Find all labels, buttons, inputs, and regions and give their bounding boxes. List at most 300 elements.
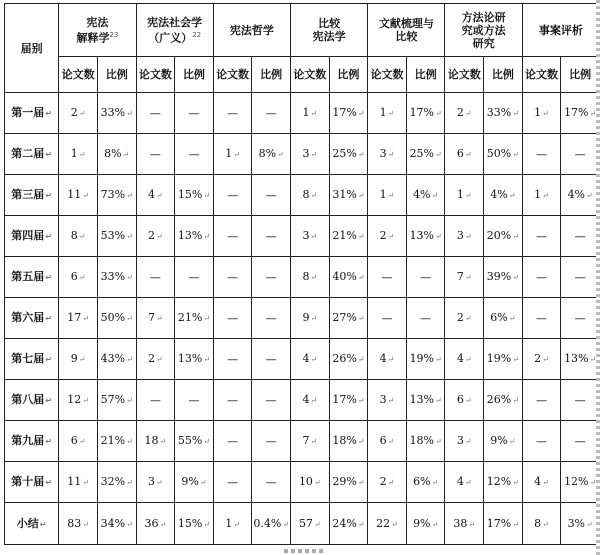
paragraph-mark: ↵ (155, 355, 163, 364)
count-cell (445, 93, 484, 134)
count-cell (59, 93, 98, 134)
count-header-text: 论文数 (216, 68, 250, 81)
count-value: 2 (456, 311, 464, 324)
ratio-value: 55% (177, 434, 203, 447)
ratio-header-cell (329, 57, 368, 93)
table-row (5, 175, 600, 216)
paragraph-mark: ↵ (45, 437, 52, 446)
ratio-value: 26% (486, 393, 512, 406)
ratio-value: 34% (100, 516, 126, 530)
count-cell (291, 134, 330, 175)
count-cell (213, 93, 252, 134)
ratio-value: — (265, 106, 277, 120)
paragraph-mark: ↵ (512, 273, 519, 282)
paragraph-mark: ↵ (78, 109, 86, 118)
paragraph-mark: ↵ (45, 273, 52, 282)
document-page (4, 3, 600, 545)
ratio-value: 17% (409, 106, 435, 119)
ratio-cell (484, 298, 523, 339)
paragraph-mark: ↵ (464, 109, 472, 118)
ratio-cell (97, 93, 136, 134)
count-value: 8 (302, 270, 310, 283)
paragraph-mark: ↵ (431, 478, 439, 487)
paragraph-mark: ↵ (233, 519, 240, 529)
ratio-value: 40% (332, 270, 357, 283)
ratio-value: — (420, 311, 432, 325)
row-label-text: 第四届 (11, 229, 45, 242)
ratio-cell (561, 216, 600, 257)
ratio-value: 13% (564, 352, 589, 365)
ratio-cell (561, 175, 600, 216)
ratio-cell (329, 462, 368, 503)
paragraph-mark: ↵ (78, 355, 86, 364)
count-value: 2 (70, 106, 78, 119)
ratio-value: 13% (409, 229, 435, 242)
ratio-value: 13% (177, 352, 203, 365)
count-cell (445, 339, 484, 380)
count-value: 6 (379, 434, 387, 447)
row-label-cell (5, 175, 59, 216)
ratio-cell (406, 462, 445, 503)
paragraph-mark: ↵ (387, 478, 395, 487)
ratio-cell (329, 298, 368, 339)
paragraph-mark: ↵ (126, 191, 133, 200)
count-value: — (536, 270, 547, 284)
paragraph-mark: ↵ (431, 191, 439, 200)
count-cell (522, 462, 561, 503)
category-header-cell (291, 4, 368, 57)
table-row (5, 421, 600, 462)
paragraph-mark: ↵ (126, 232, 133, 241)
count-value: 2 (147, 352, 155, 365)
ratio-cell (484, 216, 523, 257)
row-label-cell (5, 216, 59, 257)
row-label-cell (5, 339, 59, 380)
paragraph-mark: ↵ (310, 109, 318, 118)
count-value: 4 (534, 475, 542, 488)
count-value: 3 (302, 147, 310, 160)
count-value: 6 (70, 270, 78, 283)
count-header-cell (522, 57, 561, 93)
ratio-value: 9% (181, 475, 199, 488)
paragraph-mark: ↵ (586, 519, 593, 529)
paragraph-mark: ↵ (586, 191, 593, 200)
paragraph-mark: ↵ (357, 437, 365, 446)
paragraph-mark: ↵ (387, 232, 395, 241)
paragraph-mark: ↵ (357, 232, 365, 241)
ratio-cell (175, 175, 214, 216)
row-label-text: 第三届 (11, 188, 45, 201)
paragraph-mark: ↵ (310, 314, 318, 323)
ratio-value: 17% (332, 393, 357, 406)
paragraph-mark: ↵ (126, 109, 133, 118)
ratio-cell (406, 134, 445, 175)
paragraph-mark: ↵ (45, 150, 52, 159)
count-value: 6 (456, 147, 464, 160)
ratio-header-text: 比例 (491, 68, 514, 81)
statistics-table (4, 3, 600, 545)
paragraph-mark: ↵ (310, 273, 318, 282)
paragraph-mark: ↵ (45, 355, 52, 364)
count-value: 2 (379, 229, 387, 242)
category-header-cell (445, 4, 522, 57)
ratio-value: 3% (567, 516, 586, 530)
count-cell (59, 380, 98, 421)
count-value: — (227, 352, 239, 366)
ratio-value: 4% (490, 188, 508, 201)
ratio-cell (175, 503, 214, 545)
ratio-cell (97, 175, 136, 216)
ratio-header-cell (406, 57, 445, 93)
ratio-value: — (574, 393, 586, 407)
category-header-text: 文献梳理与 (378, 17, 434, 30)
count-header-cell (291, 57, 330, 93)
count-cell (291, 503, 330, 545)
ratio-value: 20% (486, 229, 512, 242)
count-cell (59, 503, 98, 545)
paragraph-mark: ↵ (357, 109, 365, 118)
paragraph-mark: ↵ (357, 273, 365, 282)
category-header-text: 解释学$^{23}$ (76, 30, 119, 45)
ratio-cell (252, 421, 291, 462)
ratio-cell (97, 380, 136, 421)
paragraph-mark: ↵ (468, 519, 476, 529)
ratio-cell (175, 216, 214, 257)
paragraph-mark: ↵ (45, 396, 52, 405)
ratio-value: 73% (100, 188, 126, 201)
count-value: 12 (67, 393, 82, 406)
paragraph-mark: ↵ (233, 150, 240, 159)
corner-header-text: 届别 (20, 41, 43, 55)
table-row (5, 134, 600, 175)
ratio-cell (484, 421, 523, 462)
count-header-cell (368, 57, 407, 93)
count-cell (291, 298, 330, 339)
count-value: 11 (67, 188, 82, 201)
count-value: — (227, 229, 239, 243)
paragraph-mark: ↵ (45, 478, 52, 487)
count-header-text: 论文数 (138, 68, 172, 81)
paragraph-mark: ↵ (126, 273, 133, 282)
count-cell (291, 421, 330, 462)
count-cell (213, 380, 252, 421)
ratio-cell (97, 134, 136, 175)
category-header-text: 比较 (318, 17, 341, 30)
count-value: 3 (456, 229, 464, 242)
ratio-value: 4% (567, 188, 586, 201)
paragraph-mark: ↵ (464, 273, 472, 282)
paragraph-mark: ↵ (82, 314, 89, 323)
paragraph-mark: ↵ (357, 150, 365, 159)
paragraph-mark: ↵ (357, 519, 365, 529)
count-cell (445, 175, 484, 216)
count-header-text: 论文数 (61, 68, 95, 81)
count-header-text: 论文数 (525, 68, 558, 81)
count-header-cell (59, 57, 98, 93)
paragraph-mark: ↵ (126, 355, 133, 364)
ratio-cell (175, 257, 214, 298)
paragraph-mark: ↵ (357, 191, 365, 200)
count-value: 4 (379, 352, 387, 365)
ratio-cell (406, 380, 445, 421)
ratio-value: 32% (100, 475, 126, 488)
count-header-cell (136, 57, 175, 93)
ratio-value: 13% (177, 229, 203, 242)
count-value: — (227, 270, 239, 284)
ratio-cell (97, 257, 136, 298)
count-header-cell (213, 57, 252, 93)
ratio-cell (406, 216, 445, 257)
ratio-value: — (265, 352, 277, 366)
ratio-value: 9% (413, 516, 431, 530)
count-value: 1 (379, 106, 387, 119)
paragraph-mark: ↵ (589, 355, 597, 364)
row-label-cell (5, 380, 59, 421)
ratio-cell (329, 257, 368, 298)
count-cell (522, 380, 561, 421)
count-cell (445, 134, 484, 175)
count-value: 10 (298, 475, 313, 488)
ratio-value: 31% (332, 188, 357, 201)
paragraph-mark: ↵ (391, 519, 398, 529)
ratio-value: — (188, 147, 200, 161)
count-value: 1 (70, 147, 78, 160)
row-label-text: 第八届 (11, 393, 45, 406)
ratio-cell (252, 257, 291, 298)
count-cell (59, 298, 98, 339)
count-header-cell (445, 57, 484, 93)
paragraph-mark: ↵ (464, 396, 472, 405)
category-header-text: 事案评析 (538, 23, 583, 37)
count-cell (213, 175, 252, 216)
ratio-value: — (188, 393, 200, 407)
paragraph-mark: ↵ (203, 355, 211, 364)
ratio-cell (252, 339, 291, 380)
paragraph-mark: ↵ (310, 355, 318, 364)
count-value: 2 (147, 229, 155, 242)
paragraph-mark: ↵ (542, 109, 549, 118)
ratio-header-text: 比例 (414, 68, 437, 81)
paragraph-mark: ↵ (435, 150, 442, 159)
footnote-ref: 23 (109, 30, 119, 39)
ratio-header-text: 比例 (337, 68, 360, 81)
ratio-value: 12% (564, 475, 589, 488)
ratio-header-cell (175, 57, 214, 93)
ratio-cell (175, 421, 214, 462)
ratio-cell (561, 462, 600, 503)
paragraph-mark: ↵ (122, 150, 130, 159)
ratio-value: 50% (100, 311, 126, 324)
count-value: 3 (379, 393, 387, 406)
count-value: 3 (456, 434, 464, 447)
ratio-cell (484, 339, 523, 380)
ratio-value: — (265, 229, 277, 243)
ratio-cell (175, 380, 214, 421)
paragraph-mark: ↵ (542, 478, 549, 487)
ratio-cell (406, 339, 445, 380)
count-cell (522, 175, 561, 216)
paragraph-mark: ↵ (310, 437, 318, 446)
count-cell (368, 421, 407, 462)
paragraph-mark: ↵ (508, 191, 516, 200)
count-cell (136, 216, 175, 257)
paragraph-mark: ↵ (542, 355, 549, 364)
ratio-value: 8% (104, 147, 122, 160)
count-value: 38 (453, 516, 468, 530)
count-value: 83 (67, 516, 82, 530)
count-cell (291, 93, 330, 134)
ratio-header-text: 比例 (260, 68, 283, 81)
page-edge-marker (596, 0, 600, 555)
ratio-value: 39% (486, 270, 512, 283)
count-cell (59, 257, 98, 298)
count-value: 36 (144, 516, 159, 530)
paragraph-mark: ↵ (464, 355, 472, 364)
count-value: — (227, 434, 239, 448)
ratio-cell (329, 421, 368, 462)
count-cell (213, 257, 252, 298)
row-label-text: 第六届 (11, 311, 45, 324)
ratio-value: 15% (177, 516, 203, 530)
count-value: 9 (302, 311, 310, 324)
count-value: 4 (147, 188, 155, 201)
paragraph-mark: ↵ (126, 519, 133, 529)
row-label-cell (5, 462, 59, 503)
count-value: 9 (70, 352, 78, 365)
paragraph-mark: ↵ (45, 191, 52, 200)
count-cell (213, 462, 252, 503)
count-value: 57 (298, 516, 313, 530)
ratio-value: — (574, 147, 586, 161)
paragraph-mark: ↵ (45, 109, 52, 118)
ratio-cell (561, 298, 600, 339)
category-header-cell (59, 4, 136, 57)
ratio-cell (484, 257, 523, 298)
count-cell (445, 257, 484, 298)
count-cell (291, 175, 330, 216)
ratio-value: — (265, 311, 277, 325)
paragraph-mark: ↵ (464, 314, 472, 323)
table-row (5, 380, 600, 421)
ratio-cell (561, 380, 600, 421)
paragraph-mark: ↵ (542, 191, 549, 200)
paragraph-mark: ↵ (508, 314, 516, 323)
paragraph-mark: ↵ (159, 437, 167, 446)
row-label-cell (5, 257, 59, 298)
paragraph-mark: ↵ (464, 191, 472, 200)
count-value: — (536, 434, 547, 448)
count-value: 1 (534, 106, 542, 119)
ratio-cell (329, 503, 368, 545)
ratio-cell (252, 503, 291, 545)
ratio-cell (97, 503, 136, 545)
count-value: 1 (225, 516, 233, 530)
row-label-text: 小结 (16, 516, 39, 530)
ratio-value: 21% (177, 311, 203, 324)
ratio-cell (329, 175, 368, 216)
count-cell (59, 216, 98, 257)
count-value: 7 (456, 270, 464, 283)
count-value: — (227, 311, 239, 325)
ratio-cell (97, 421, 136, 462)
ratio-value: 8% (258, 147, 277, 160)
ratio-cell (561, 503, 600, 545)
paragraph-mark: ↵ (126, 314, 133, 323)
paragraph-mark: ↵ (435, 396, 442, 405)
ratio-value: 21% (332, 229, 357, 242)
count-cell (368, 298, 407, 339)
count-cell (291, 462, 330, 503)
corner-header-cell (5, 4, 59, 93)
paragraph-mark: ↵ (512, 232, 519, 241)
paragraph-mark: ↵ (387, 396, 395, 405)
category-header-text: 研究 (472, 36, 495, 50)
paragraph-mark: ↵ (310, 191, 318, 200)
count-value: — (227, 475, 239, 489)
category-header-text: 宪法学 (312, 30, 346, 43)
ratio-cell (252, 298, 291, 339)
count-cell (136, 298, 175, 339)
ratio-cell (175, 339, 214, 380)
paragraph-mark: ↵ (203, 314, 211, 323)
paragraph-mark: ↵ (431, 519, 439, 529)
count-header-text: 论文数 (370, 68, 404, 81)
ratio-value: 6% (490, 311, 508, 324)
count-cell (213, 503, 252, 545)
paragraph-mark: ↵ (310, 232, 318, 241)
count-cell (368, 257, 407, 298)
count-value: 7 (302, 434, 310, 447)
ratio-value: 15% (177, 188, 203, 201)
paragraph-mark: ↵ (512, 519, 519, 529)
count-value: 18 (144, 434, 159, 447)
count-cell (136, 503, 175, 545)
paragraph-mark: ↵ (159, 519, 167, 529)
paragraph-mark: ↵ (387, 191, 395, 200)
count-value: — (149, 393, 161, 407)
row-label-text: 第七届 (11, 352, 45, 365)
count-value: 1 (379, 188, 387, 201)
count-cell (368, 175, 407, 216)
count-cell (522, 339, 561, 380)
table-row (5, 93, 600, 134)
ratio-value: — (265, 270, 277, 284)
ratio-cell (252, 216, 291, 257)
count-cell (136, 134, 175, 175)
ratio-value: 18% (332, 434, 357, 447)
count-value: 4 (456, 352, 464, 365)
paragraph-mark: ↵ (82, 191, 89, 200)
paragraph-mark: ↵ (310, 150, 318, 159)
count-value: — (536, 229, 547, 243)
category-header-text: 比较 (395, 30, 418, 43)
paragraph-mark: ↵ (464, 478, 472, 487)
paragraph-mark: ↵ (313, 478, 321, 487)
paragraph-mark: ↵ (203, 191, 211, 200)
count-cell (522, 421, 561, 462)
paragraph-mark: ↵ (199, 478, 207, 487)
paragraph-mark: ↵ (357, 355, 365, 364)
paragraph-mark: ↵ (464, 150, 472, 159)
ratio-value: 18% (409, 434, 435, 447)
ratio-value: — (265, 393, 277, 407)
paragraph-mark: ↵ (464, 437, 472, 446)
count-cell (522, 298, 561, 339)
ratio-value: 19% (409, 352, 435, 365)
count-cell (291, 339, 330, 380)
ratio-cell (252, 93, 291, 134)
ratio-cell (175, 134, 214, 175)
